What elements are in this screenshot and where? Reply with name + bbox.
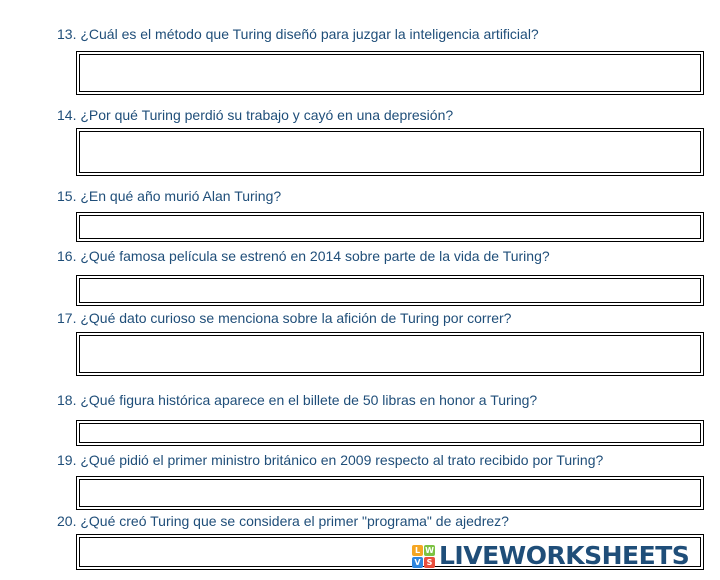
logo-square-4: S [424,557,435,568]
question-20: 20. ¿Qué creó Turing que se considera el primer "programa" de ajedrez? [57,513,509,529]
answer-input-14[interactable] [79,131,701,173]
answer-input-16[interactable] [79,278,701,303]
answer-box-15 [76,212,704,242]
answer-box-16 [76,275,704,306]
logo-square-2: W [425,545,434,555]
answer-box-17 [76,332,704,376]
answer-input-15[interactable] [79,215,701,239]
question-15: 15. ¿En qué año murió Alan Turing? [57,188,282,204]
answer-input-17[interactable] [79,335,701,373]
answer-box-18 [76,420,704,446]
answer-box-19 [76,476,704,510]
question-13: 13. ¿Cuál es el método que Turing diseñó para juzgar la inteligencia artificial? [57,26,539,42]
question-16: 16. ¿Qué famosa película se estrenó en 2014 sobre parte de la vida de Turing? [57,248,550,264]
logo-square-1: L [412,545,423,556]
answer-box-13 [76,51,704,95]
liveworksheets-logo [412,541,689,571]
question-19: 19. ¿Qué pidió el primer ministro británico en 2009 respecto al trato recibido por Turing? [57,452,604,468]
question-17: 17. ¿Qué dato curioso se menciona sobre la afición de Turing por correr? [57,310,512,326]
question-14: 14. ¿Por qué Turing perdió su trabajo y cayó en una depresión? [57,107,454,123]
answer-input-18[interactable] [79,423,701,443]
logo-square-3: V [412,557,423,568]
brand-name: LIVEWORKSHEETS [439,541,690,570]
answer-input-19[interactable] [79,479,701,507]
question-18: 18. ¿Qué figura histórica aparece en el billete de 50 libras en honor a Turing? [57,392,538,408]
liveworksheets-logo-icon [412,545,435,568]
answer-box-14 [76,128,704,176]
answer-input-13[interactable] [79,54,701,92]
